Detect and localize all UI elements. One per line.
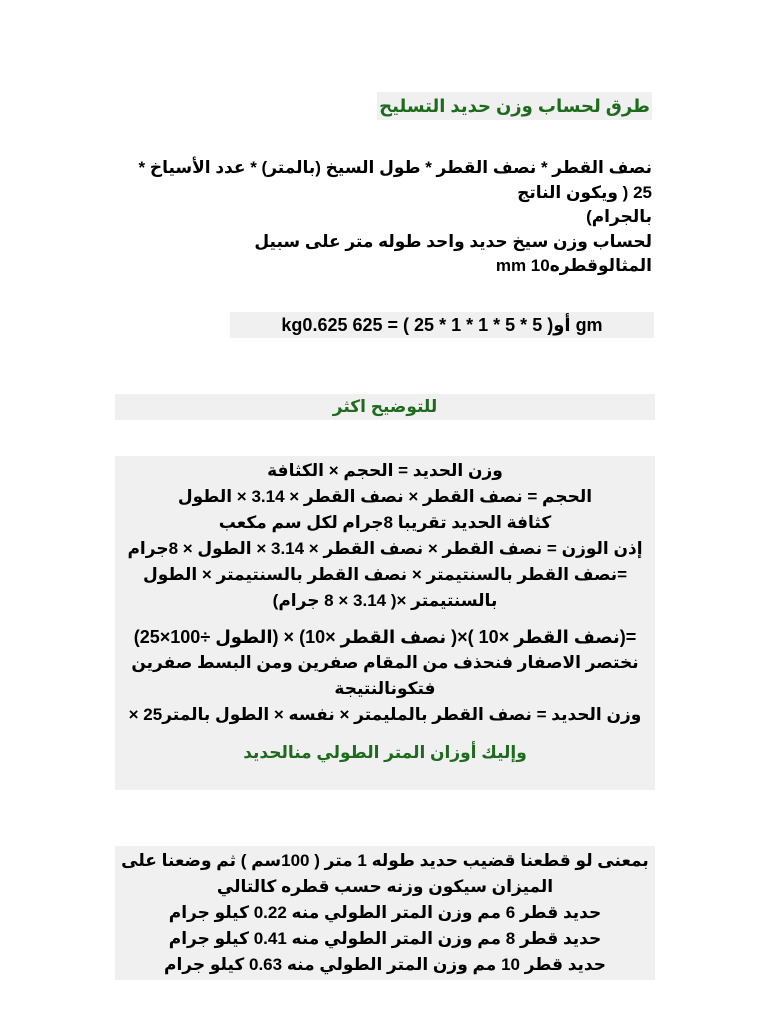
explanation-line: إذن الوزن = نصف القطر × نصف القطر × 3.14 × الطول × 8جرام	[127, 539, 643, 558]
explanation-line: =(نصف القطر ×10 )×( نصف القطر ×10) × (الطول ÷100×25)	[133, 627, 637, 647]
explanation-line: نختصر الاصفار فنحذف من المقام صفرين ومن البسط صفرين	[131, 653, 639, 672]
weights-line: حديد قطر 10 مم وزن المتر الطولي منه 0.63 كيلو جرام	[164, 955, 606, 974]
weights-line: حديد قطر 6 مم وزن المتر الطولي منه 0.22 كيلو جرام	[168, 903, 602, 922]
formula-line: المثالوقطره10 mm	[495, 256, 652, 275]
explanation-line: الحجم = نصف القطر × نصف القطر × 3.14 × الطول	[177, 487, 593, 506]
weights-line: الميزان سيكون وزنه حسب قطره كالتالي	[216, 877, 554, 896]
weights-block	[115, 846, 655, 980]
document-title: طرق لحساب وزن حديد التسليح	[377, 92, 652, 120]
explanation-line: فتكونالنتيجة	[334, 679, 436, 698]
explanation-block	[115, 456, 655, 790]
weights-line: حديد قطر 8 مم وزن المتر الطولي منه 0.41 كيلو جرام	[168, 929, 602, 948]
example-result: kg0.625 أو( 5 * 5 * 1 * 1 * 25 ) = 625 gm	[230, 312, 654, 338]
formula-line: لحساب وزن سيخ حديد واحد طوله متر على سبيل	[254, 231, 652, 251]
weights-subheading: وإليك أوزان المتر الطولي منالحديد	[243, 743, 527, 762]
explanation-line: وزن الحديد = الحجم × الكثافة	[267, 461, 503, 480]
formula-line: 25 ( ويكون الناتج	[517, 182, 652, 202]
explanation-line: كثافة الحديد تقريبا 8جرام لكل سم مكعب	[218, 513, 552, 532]
formula-line: نصف القطر * نصف القطر * طول السيخ (بالمتر) * عدد الأسياخ *	[138, 158, 652, 177]
formula-line: بالجرام)	[586, 207, 652, 226]
formula-block	[92, 156, 652, 279]
explanation-line: وزن الحديد = نصف القطر بالمليمتر × نفسه × الطول بالمتر25 ×	[128, 705, 642, 724]
explanation-line: =نصف القطر بالسنتيمتر × نصف القطر بالسنتيمتر × الطول	[142, 565, 628, 584]
explanation-line: بالسنتيمتر ×( 3.14 × 8 جرام)	[272, 591, 498, 610]
weights-line: بمعنى لو قطعنا قضيب حديد طوله 1 متر ( 100سم ) ثم وضعنا على	[121, 851, 649, 870]
more-explanation-heading: للتوضيح اكثر	[115, 394, 655, 420]
